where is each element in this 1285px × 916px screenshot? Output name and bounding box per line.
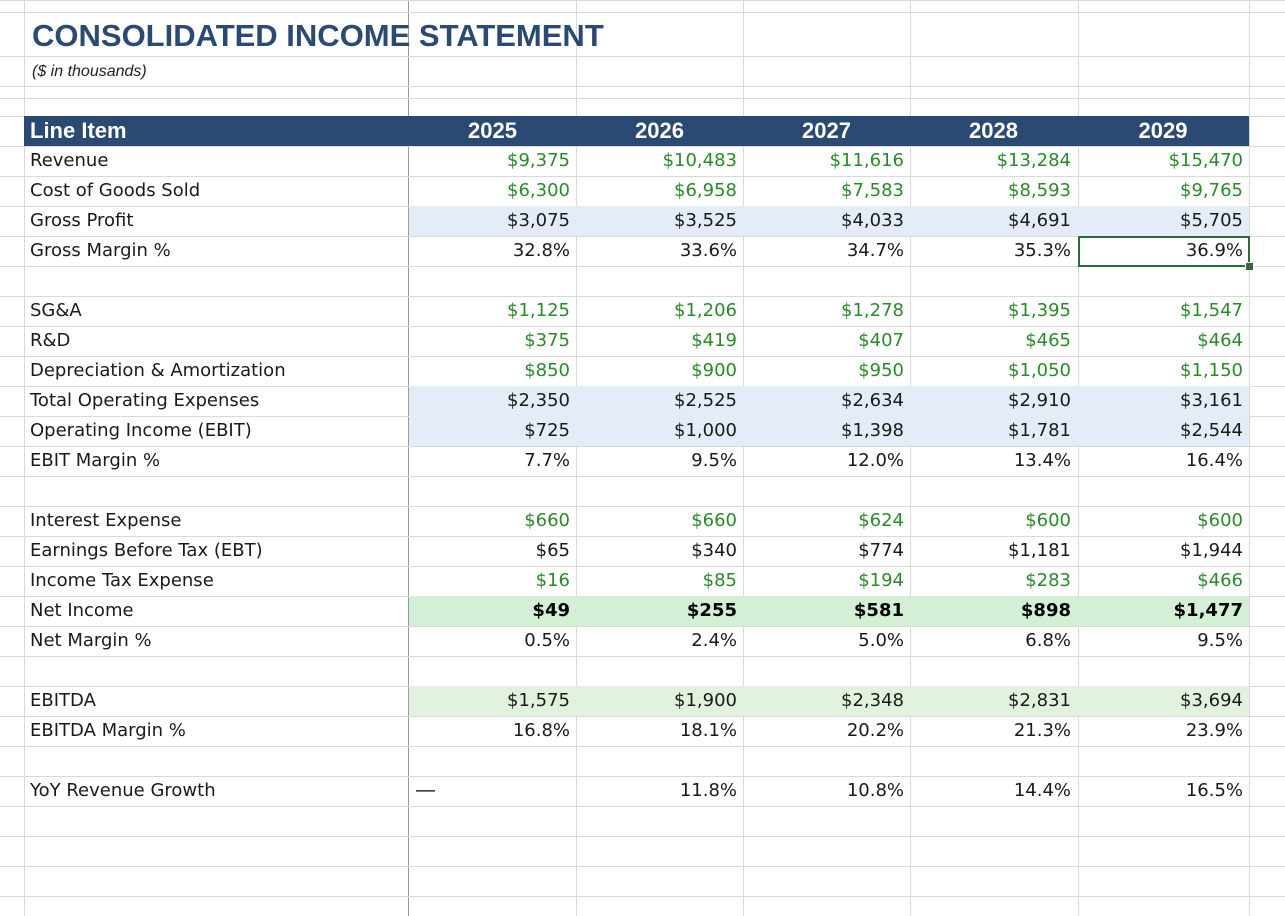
- value-cell[interactable]: $950: [858, 360, 904, 381]
- header-year-2025: 2025: [468, 118, 517, 143]
- row-gridline: [0, 896, 1285, 897]
- value-cell[interactable]: $7,583: [841, 180, 904, 201]
- row-gridline: [0, 86, 1285, 87]
- value-cell[interactable]: $283: [1025, 570, 1071, 591]
- value-cell[interactable]: 5.0%: [858, 630, 904, 651]
- value-cell[interactable]: $1,900: [674, 690, 737, 711]
- value-cell[interactable]: $466: [1197, 570, 1243, 591]
- value-cell[interactable]: $725: [524, 420, 570, 441]
- value-cell[interactable]: [744, 746, 910, 776]
- units-note: ($ in thousands): [32, 63, 147, 80]
- value-cell[interactable]: $2,910: [1008, 390, 1071, 411]
- value-cell[interactable]: $464: [1197, 330, 1243, 351]
- value-cell[interactable]: [1078, 476, 1249, 506]
- header-year-2026: 2026: [635, 118, 684, 143]
- value-cell[interactable]: $85: [702, 570, 737, 591]
- value-cell[interactable]: [410, 746, 576, 776]
- value-cell[interactable]: $1,050: [1008, 360, 1071, 381]
- value-cell[interactable]: [410, 476, 576, 506]
- row-label[interactable]: R&D: [30, 330, 71, 351]
- row-gridline: [0, 836, 1285, 837]
- value-cell[interactable]: $10,483: [662, 150, 737, 171]
- value-cell[interactable]: $1,944: [1180, 540, 1243, 561]
- value-cell[interactable]: $3,161: [1180, 390, 1243, 411]
- value-cell[interactable]: 12.0%: [846, 450, 904, 471]
- row-gridline: [0, 98, 1285, 99]
- row-label[interactable]: EBIT Margin %: [30, 450, 161, 471]
- value-cell[interactable]: $2,831: [1008, 690, 1071, 711]
- value-cell[interactable]: 35.3%: [1013, 240, 1071, 261]
- value-cell[interactable]: $1,477: [1173, 600, 1243, 621]
- value-cell[interactable]: 16.4%: [1185, 450, 1243, 471]
- value-cell[interactable]: [911, 476, 1077, 506]
- selected-cell-outline: [1078, 236, 1250, 267]
- value-cell[interactable]: $375: [524, 330, 570, 351]
- value-cell[interactable]: $49: [532, 600, 570, 621]
- row-gridline: [0, 806, 1285, 807]
- value-cell[interactable]: 9.5%: [1197, 630, 1243, 651]
- value-cell[interactable]: $1,781: [1008, 420, 1071, 441]
- row-label[interactable]: [30, 266, 405, 296]
- value-cell[interactable]: $850: [524, 360, 570, 381]
- sheet-title: CONSOLIDATED INCOME STATEMENT: [32, 18, 604, 53]
- value-cell[interactable]: 6.8%: [1025, 630, 1071, 651]
- value-cell[interactable]: [744, 266, 910, 296]
- value-cell[interactable]: 0.5%: [524, 630, 570, 651]
- column-gridline: [1249, 0, 1250, 916]
- value-cell[interactable]: [1078, 746, 1249, 776]
- value-cell[interactable]: $1,547: [1180, 300, 1243, 321]
- value-cell[interactable]: 13.4%: [1013, 450, 1071, 471]
- value-cell[interactable]: $2,350: [507, 390, 570, 411]
- row-gridline: [0, 866, 1285, 867]
- value-cell[interactable]: 2.4%: [691, 630, 737, 651]
- value-cell[interactable]: 10.8%: [846, 780, 904, 801]
- header-year-2027: 2027: [802, 118, 851, 143]
- value-cell[interactable]: $65: [535, 540, 570, 561]
- value-cell[interactable]: $600: [1025, 510, 1071, 531]
- value-cell[interactable]: 36.9%: [1185, 240, 1243, 261]
- value-cell[interactable]: [744, 656, 910, 686]
- value-cell[interactable]: $16: [535, 570, 570, 591]
- value-cell[interactable]: $660: [691, 510, 737, 531]
- row-label[interactable]: Income Tax Expense: [30, 570, 214, 591]
- value-cell[interactable]: $340: [691, 540, 737, 561]
- fill-handle[interactable]: [1245, 262, 1254, 271]
- header-year-2028: 2028: [969, 118, 1018, 143]
- value-cell[interactable]: $1,278: [841, 300, 904, 321]
- value-cell[interactable]: [410, 656, 576, 686]
- row-label[interactable]: [30, 656, 405, 686]
- row-label[interactable]: Gross Margin %: [30, 240, 171, 261]
- value-cell[interactable]: $624: [858, 510, 904, 531]
- value-cell[interactable]: $660: [524, 510, 570, 531]
- value-cell[interactable]: $6,958: [674, 180, 737, 201]
- value-cell[interactable]: $4,691: [1008, 210, 1071, 231]
- value-cell[interactable]: [577, 656, 743, 686]
- value-cell[interactable]: $1,150: [1180, 360, 1243, 381]
- value-cell[interactable]: $3,525: [674, 210, 737, 231]
- value-cell[interactable]: $4,033: [841, 210, 904, 231]
- value-cell[interactable]: $1,181: [1008, 540, 1071, 561]
- value-cell[interactable]: $15,470: [1168, 150, 1243, 171]
- value-cell[interactable]: [744, 476, 910, 506]
- row-label[interactable]: Cost of Goods Sold: [30, 180, 201, 201]
- value-cell[interactable]: $2,525: [674, 390, 737, 411]
- row-label[interactable]: Interest Expense: [30, 510, 182, 531]
- value-cell[interactable]: 23.9%: [1185, 720, 1243, 741]
- value-cell[interactable]: 21.3%: [1013, 720, 1071, 741]
- value-cell[interactable]: 14.4%: [1013, 780, 1071, 801]
- row-label[interactable]: [30, 476, 405, 506]
- row-label[interactable]: EBITDA: [30, 690, 96, 711]
- value-cell[interactable]: 16.8%: [512, 720, 570, 741]
- row-label[interactable]: YoY Revenue Growth: [30, 780, 216, 801]
- value-cell[interactable]: 34.7%: [846, 240, 904, 261]
- value-cell[interactable]: $1,206: [674, 300, 737, 321]
- row-label[interactable]: EBITDA Margin %: [30, 720, 186, 741]
- value-cell[interactable]: [1078, 266, 1249, 296]
- value-cell[interactable]: 11.8%: [679, 780, 737, 801]
- value-cell[interactable]: $8,593: [1008, 180, 1071, 201]
- value-cell[interactable]: [911, 266, 1077, 296]
- row-gridline: [0, 12, 1285, 13]
- header-year-2029: 2029: [1138, 118, 1188, 143]
- value-cell[interactable]: $2,544: [1180, 420, 1243, 441]
- value-cell[interactable]: $900: [691, 360, 737, 381]
- value-cell[interactable]: $419: [691, 330, 737, 351]
- value-cell[interactable]: [911, 656, 1077, 686]
- row-label[interactable]: Total Operating Expenses: [30, 390, 260, 411]
- value-cell[interactable]: $6,300: [507, 180, 570, 201]
- row-label[interactable]: Gross Profit: [30, 210, 134, 231]
- value-cell[interactable]: [577, 476, 743, 506]
- value-cell[interactable]: $194: [858, 570, 904, 591]
- value-cell[interactable]: 32.8%: [512, 240, 570, 261]
- value-cell[interactable]: $1,398: [841, 420, 904, 441]
- value-cell[interactable]: [410, 266, 576, 296]
- value-cell[interactable]: $3,075: [507, 210, 570, 231]
- value-cell[interactable]: —: [416, 780, 435, 801]
- value-cell[interactable]: 9.5%: [691, 450, 737, 471]
- value-cell[interactable]: $898: [1020, 600, 1071, 621]
- value-cell[interactable]: 7.7%: [524, 450, 570, 471]
- value-cell[interactable]: $1,575: [507, 690, 570, 711]
- value-cell[interactable]: $774: [858, 540, 904, 561]
- value-cell[interactable]: $5,705: [1180, 210, 1243, 231]
- value-cell[interactable]: [911, 746, 1077, 776]
- value-cell[interactable]: $2,348: [841, 690, 904, 711]
- value-cell[interactable]: $3,694: [1180, 690, 1243, 711]
- row-label[interactable]: Revenue: [30, 150, 109, 171]
- value-cell[interactable]: $407: [858, 330, 904, 351]
- value-cell[interactable]: $1,395: [1008, 300, 1071, 321]
- row-label[interactable]: [30, 746, 405, 776]
- row-label[interactable]: Depreciation & Amortization: [30, 360, 286, 381]
- value-cell[interactable]: 18.1%: [679, 720, 737, 741]
- value-cell[interactable]: $581: [853, 600, 904, 621]
- value-cell[interactable]: $13,284: [996, 150, 1071, 171]
- value-cell[interactable]: $255: [686, 600, 737, 621]
- row-label[interactable]: SG&A: [30, 300, 82, 321]
- row-label[interactable]: Net Income: [30, 600, 134, 621]
- value-cell[interactable]: $600: [1197, 510, 1243, 531]
- row-gridline: [0, 0, 1285, 1]
- row-gridline: [0, 56, 1285, 57]
- value-cell[interactable]: $1,000: [674, 420, 737, 441]
- value-cell[interactable]: [577, 266, 743, 296]
- value-cell[interactable]: $9,765: [1180, 180, 1243, 201]
- value-cell[interactable]: 16.5%: [1185, 780, 1243, 801]
- row-label[interactable]: Net Margin %: [30, 630, 152, 651]
- value-cell[interactable]: [1078, 656, 1249, 686]
- value-cell[interactable]: $1,125: [507, 300, 570, 321]
- header-line-item: Line Item: [30, 118, 127, 143]
- row-label[interactable]: Operating Income (EBIT): [30, 420, 252, 441]
- value-cell[interactable]: $2,634: [841, 390, 904, 411]
- row-label[interactable]: Earnings Before Tax (EBT): [30, 540, 263, 561]
- value-cell[interactable]: $9,375: [507, 150, 570, 171]
- value-cell[interactable]: 20.2%: [846, 720, 904, 741]
- value-cell[interactable]: 33.6%: [679, 240, 737, 261]
- value-cell[interactable]: $465: [1025, 330, 1071, 351]
- value-cell[interactable]: [577, 746, 743, 776]
- value-cell[interactable]: $11,616: [829, 150, 904, 171]
